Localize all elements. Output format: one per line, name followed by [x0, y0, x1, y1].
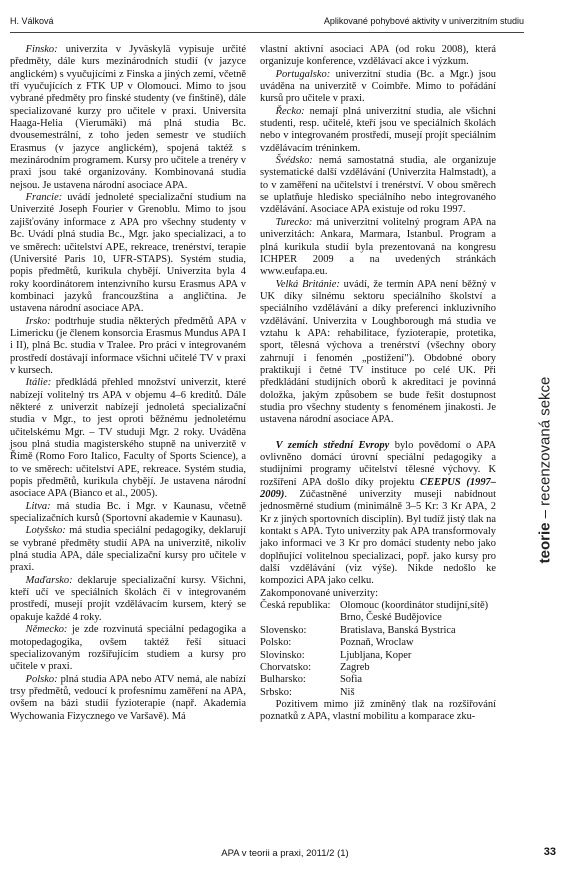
cities-cell: Olomouc (koordinátor studijní,sítě) [340, 600, 489, 612]
central-europe-paragraph [260, 440, 496, 588]
cities-cell: Ljubljana, Koper [340, 649, 412, 661]
country-name: Švédsko: [275, 155, 313, 167]
country-paragraph [10, 192, 246, 315]
section-gap [260, 427, 496, 440]
country-text: podtrhuje studia některých předmětů APA v Limericku (je členem konsorcia Erasmus Mundus APA I i II), plná Bc. studia v Tralee. Pro práci v integrovaném prostředí dostávají informace všichni učitelé TV v praxi v kursech. [10, 315, 246, 376]
country-paragraph [260, 69, 496, 106]
country-paragraph [10, 525, 246, 574]
university-row [260, 600, 496, 612]
country-paragraph [10, 316, 246, 378]
cities-cell: Sofia [340, 674, 363, 686]
country-name: Maďarsko: [25, 574, 73, 586]
country-cell: Srbsko: [260, 686, 292, 698]
country-text: předkládá přehled množství univerzit, které nabízejí volitelný trs APA v objemu 4–6 kreditů. Dále některé z univerzit nabízejí jednoletá specializační studia v Mgr., to jest oproti běžnému jednoletému učitelskému Mgr. – TV studuji Mgr. 2 roky. Uváděna jsou plná studia magisterského stupně na univerzitě v Římě (Romo Foro Italico, Faculty of Sports Science), a to ve směrech: učitelství APE, rekreace. Systém studia, popis předmětů, kurikula chybějí. Je ustavena národní asociace APA (Bianco et al., 2005). [10, 377, 246, 500]
country-name: Polsko: [25, 673, 58, 685]
page-footer [0, 840, 570, 870]
header-rule [10, 32, 524, 33]
country-paragraph [260, 44, 496, 69]
country-text: deklaruje specializační kursy. Všichni, kteří učí ve speciálních školách či v integrovaném prostředí, musejí projít vzdělávacím kursem, který se opakuje každé 4 roky. [10, 574, 246, 623]
cities-cell: Poznaň, Wroclaw [340, 637, 414, 649]
country-text: nemají plná univerzitní studia, ale všichni studenti, resp. učitelé, kteří jsou ve speciálních školách nebo v integrovaném prostředí, musejí projít speciálním vzdělávacím tréninkem. [260, 105, 496, 154]
universities-list-title: Zakomponované univerzity: [260, 587, 378, 599]
country-cell: Chorvatsko: [260, 661, 312, 673]
country-paragraph [10, 575, 246, 624]
university-row [260, 687, 496, 699]
country-text: uvádí, že termín APA není běžný v UK díky silnému sektoru speciálního školství a speciálního vzdělávání a díky preferenci inkluzivního vzdělávání. Univerzita v Loughborough má studia ve vztahu k APA: rehabilitace, fyzioterapie, protetika, sport, tělesná výchova a trenérství (všechny obory zahrnují i fenomén „postižení"). Obdobné obory praktikují i četné TV instituce po celé UK. Při předkládání studijních oborů k akreditaci je povinná doložka, jakým způsobem se bude řešit dostupnost studia pro všechny studenty s fenoménem jinakosti. Je ustavena národní asociace APA. [260, 278, 496, 426]
cities-cell: Brno, České Budějovice [340, 612, 442, 624]
country-text: vlastní aktivní asociaci APA (od roku 2008), která organizuje konference, vzdělávací akce i výzkum. [260, 44, 496, 68]
country-name: Portugalsko: [275, 68, 331, 80]
country-text: nemá samostatná studia, ale organizuje systematické další vzdělávání (Univerzita Halmstadt), a to v zaměření na učitelství i trenérství. V obou směrech se uplatňuje hledisko speciálního nebo integrovaného vzdělávání. Asociace APA existuje od roku 1997. [260, 155, 496, 216]
country-cell: Slovinsko: [260, 649, 305, 661]
country-paragraph [260, 279, 496, 427]
country-name: Německo: [25, 624, 68, 636]
country-name: Francie: [25, 192, 63, 204]
closing-paragraph: Pozitivem mimo již zmíněný tlak na rozšiřování poznatků z APA, vlastní mobilitu a komparace zku- [260, 698, 496, 723]
country-text: má studia Bc. i Mgr. v Kaunasu, včetně specializačních kursů (Sportovní akademie v Kaunasu). [10, 500, 246, 525]
universities-table [260, 600, 496, 699]
left-column [10, 44, 246, 723]
country-paragraph [10, 624, 246, 673]
page-header [0, 0, 570, 38]
country-name: Velká Británie: [275, 278, 340, 290]
country-cell: Slovensko: [260, 624, 307, 636]
university-row [260, 625, 496, 637]
country-text: má univerzitní volitelný program APA na univerzitách: Ankara, Marmara, Istanbul. Program a plná kurikula studií byla prezentovaná na kongresu ICHPER 2009 a na uvedených stránkách www.eufapa.eu. [260, 216, 496, 278]
country-cell: Bulharsko: [260, 674, 306, 686]
country-name: Litva: [25, 500, 51, 512]
cities-cell: Bratislava, Banská Bystrica [340, 624, 456, 636]
country-paragraph [10, 44, 246, 192]
side-label-reviewed: – recenzovaná sekce [536, 376, 554, 523]
country-name: Řecko: [275, 105, 305, 117]
country-text: plná studia APA nebo ATV nemá, ale nabízí trsy předmětů, vedoucí k profesnímu zaměření na APA, ovšem na bázi studií fyzioterapie (např. Akademia Wychowania Fizycznego ve Varšavě). Má [10, 673, 246, 722]
country-paragraph [10, 501, 246, 526]
right-column-paragraphs [260, 44, 496, 427]
university-row [260, 674, 496, 686]
page-number: 33 [543, 846, 556, 858]
country-name: Turecko: [275, 216, 313, 228]
country-text: uvádí jednoleté specializační studium na Univerzité Joseph Fourier v Grenoblu. Mimo to jsou zajišťovány informace z APA pro všechny studenty v Bc. Uvádí plná studia Bc., Mgr. jako specializaci, a to ve směrech: učitelství APE, rekreace, trenérství, terapie (Université Paris 10, UFR-STAPS). Systém studia, popis předmětů, kurikula chybějí. Univerzita byla 4 roky koordinátorem intenzivního kursu Erasmus APA v kombinaci jazyků francouzština a angličtina. Je ustavena národní asociace APA. [10, 192, 246, 315]
country-cell [260, 612, 340, 624]
country-paragraph [10, 377, 246, 500]
country-text: univerzitní studia (Bc. a Mgr.) jsou uváděna na univerzitě v Coimbře. Mimo to pořádání kursů pro učitele v praxi. [260, 68, 496, 105]
university-row [260, 637, 496, 649]
country-name: Finsko: [25, 44, 58, 55]
university-row [260, 612, 496, 624]
running-title: Aplikované pohybové aktivity v univerzitním studiu [323, 16, 524, 26]
university-row [260, 650, 496, 662]
university-row [260, 662, 496, 674]
country-text: má studia speciální pedagogiky, deklarují se vybrané předměty studií APA na univerzitě, nikoliv plná studia APA, dále specializační kursy pro učitele v praxi. [10, 525, 246, 574]
central-europe-lead: V zemích střední Evropy [275, 439, 390, 451]
right-column [260, 44, 496, 724]
country-text: je zde rozvinutá speciální pedagogika a motopedagogika, ovšem taktéž řeší situaci specializovaným rozšiřujícím studiem a kursy pro učitele v praxi. [10, 624, 246, 673]
country-name: Irsko: [25, 315, 51, 327]
side-label-theory: teorie [536, 522, 554, 564]
country-paragraph [260, 217, 496, 279]
country-text: univerzita v Jyväskylä vypisuje určité předměty, dále kurs mezinárodních studií (v jazyce anglickém) s vyučujícími z Finska a jiných zemí, včetně tří vyučujících z FTK UP v Olomouci. Mimo to jsou vybrané předměty pro finské studenty (ve finštině), dále specializované kurzy pro učitele v praxi. Universita Haaga-Helia (Vierumäki) má plná studia Bc. dvousemestrální, z toho jeden semestr ve studiích Erasmus (v jazyce anglickém), spojená taktéž s mezinárodním programem. Kursy pro učitele a trenéry v praxi jsou také organizovány. Kombinovaná studia nejsou. Je ustavena národní asociace APA. [10, 44, 246, 191]
ceepus-project: CEEPUS (1997–2009) [260, 476, 496, 501]
author-name: H. Válková [10, 16, 54, 26]
country-name: Lotyšsko: [25, 525, 66, 537]
country-cell: Česká republika: [260, 600, 331, 612]
central-europe-text-1: bylo povědomí o APA ovlivněno domácí úrovní speciální pedagogiky a studijními programy učitelství tělesné výchovy. K rozšíření APA došlo díky projektu [260, 439, 496, 488]
country-paragraph [260, 155, 496, 217]
country-paragraph [260, 106, 496, 155]
cities-cell: Niš [340, 686, 355, 698]
section-side-label [537, 377, 554, 564]
country-cell: Polsko: [260, 637, 292, 649]
country-paragraph [10, 674, 246, 723]
country-name: Itálie: [25, 377, 52, 389]
cities-cell: Zagreb [340, 661, 370, 673]
journal-citation: APA v teorii a praxi, 2011/2 (1) [221, 848, 349, 859]
central-europe-text-2: . Zúčastněné univerzity museji nabídnout jednosměrné studium (minimálně 3–5 Kr: 3 Kr APA, 2 Kr z jiných sportovních disciplín). Byl tudíž jistý tlak na kontakt s APA. Tyto univerzity pak APA transformovaly jako informaci ve 3 Kr pro domácí studenty nebo jako doplňující volitelnou specializaci, popř. jako kursy pro další vzdělávání (viz výše). Nikde nedošlo ke kompozici APA jako celku. [260, 489, 496, 587]
